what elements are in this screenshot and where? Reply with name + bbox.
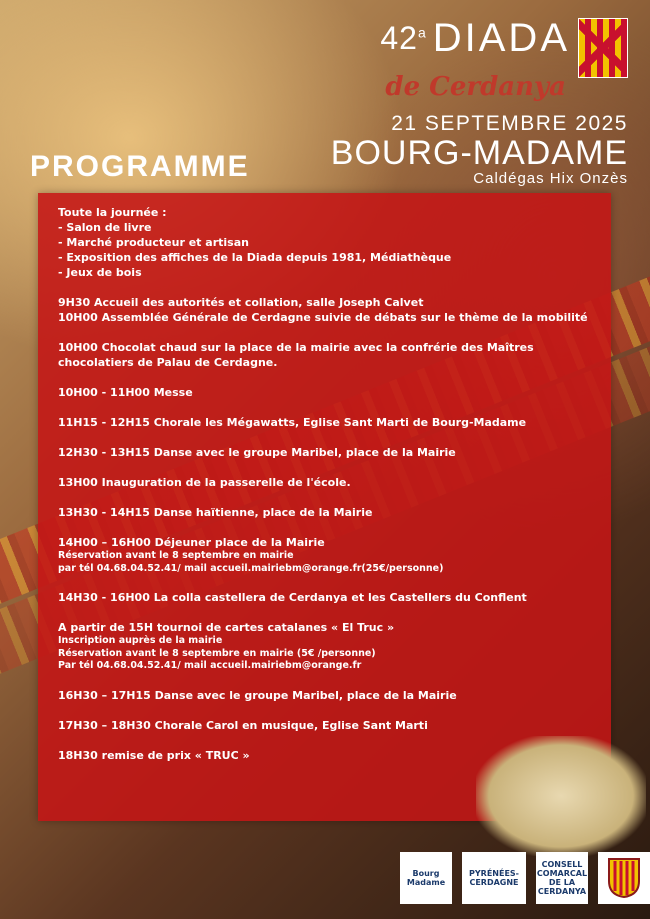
list-item: - Jeux de bois [58, 266, 142, 279]
sponsor-logos [400, 852, 650, 912]
allday-block [58, 205, 591, 280]
event-line: 9H30 Accueil des autorités et collation, salle Joseph Calvet [58, 296, 424, 309]
event-line: 10H00 Chocolat chaud sur la place de la mairie avec la confrérie des Maîtres chocolatiers de Palau de Cerdagne. [58, 341, 534, 369]
title-block [433, 18, 570, 58]
allday-title: Toute la journée : [58, 206, 167, 219]
pyrenees-cerdagne-logo: PYRÉNÉES-CERDAGNE [462, 852, 526, 904]
catalan-flag-icon [578, 18, 628, 78]
event-line: 10H00 Assemblée Générale de Cerdagne suivie de débats sur le thème de la mobilité [58, 311, 588, 324]
event-line: 13H00 Inauguration de la passerelle de l'école. [58, 476, 351, 489]
villages-name: Caldégas Hix Onzès [473, 170, 628, 187]
list-item: - Exposition des affiches de la Diada depuis 1981, Médiathèque [58, 251, 452, 264]
event-date: 21 SEPTEMBRE 2025 [391, 112, 628, 135]
title-row [331, 18, 628, 78]
event-header [331, 18, 628, 187]
edition-number: 42$^a$ [380, 20, 427, 56]
event-line: 13H30 - 14H15 Danse haïtienne, place de la Mairie [58, 506, 373, 519]
event-block [58, 295, 591, 325]
cerdanya-map-illustration [476, 736, 646, 856]
event-note: Par tél 04.68.04.52.41/ mail accueil.mairiebm@orange.fr [58, 660, 362, 671]
bourg-madame-logo: Bourg Madame [400, 852, 452, 904]
event-line: 10H00 - 11H00 Messe [58, 386, 193, 399]
event-line: 11H15 - 12H15 Chorale les Mégawatts, Eglise Sant Marti de Bourg-Madame [58, 416, 527, 429]
event-line: 16H30 – 17H15 Danse avec le groupe Maribel, place de la Mairie [58, 688, 457, 702]
list-item: - Salon de livre [58, 221, 152, 234]
town-name: BOURG-MADAME [330, 134, 628, 172]
event-line: 17H30 – 18H30 Chorale Carol en musique, Eglise Sant Marti [58, 718, 428, 732]
event-line: 14H00 – 16H00 Déjeuner place de la Mairie [58, 536, 325, 549]
conseil-comarcal-logo: CONSELL COMARCAL DE LA CERDANYA [536, 852, 588, 904]
cerdanya-subtitle: de Cerdanya [385, 72, 566, 102]
event-note: Réservation avant le 8 septembre en mairie [58, 550, 294, 561]
list-item: - Marché producteur et artisan [58, 236, 249, 249]
event-note: Réservation avant le 8 septembre en mairie (5€ /personne) [58, 647, 376, 659]
event-block [58, 620, 591, 673]
programme-title: PROGRAMME [30, 150, 250, 183]
event-line: 18H30 remise de prix « TRUC » [58, 748, 250, 762]
event-line: 12H30 - 13H15 Danse avec le groupe Maribel, place de la Mairie [58, 446, 456, 459]
diada-title: DIADA [432, 16, 570, 60]
event-note: Inscription auprès de la mairie [58, 635, 223, 646]
event-block [58, 535, 591, 575]
event-line: A partir de 15H tournoi de cartes catalanes « El Truc » [58, 621, 395, 634]
programme-panel [38, 193, 611, 821]
event-note: par tél 04.68.04.52.41/ mail accueil.mairiebm@orange.fr(25€/personne) [58, 562, 444, 574]
event-line: 14H30 - 16H00 La colla castellera de Cerdanya et les Castellers du Conflent [58, 591, 527, 604]
coat-of-arms-icon [598, 852, 650, 904]
